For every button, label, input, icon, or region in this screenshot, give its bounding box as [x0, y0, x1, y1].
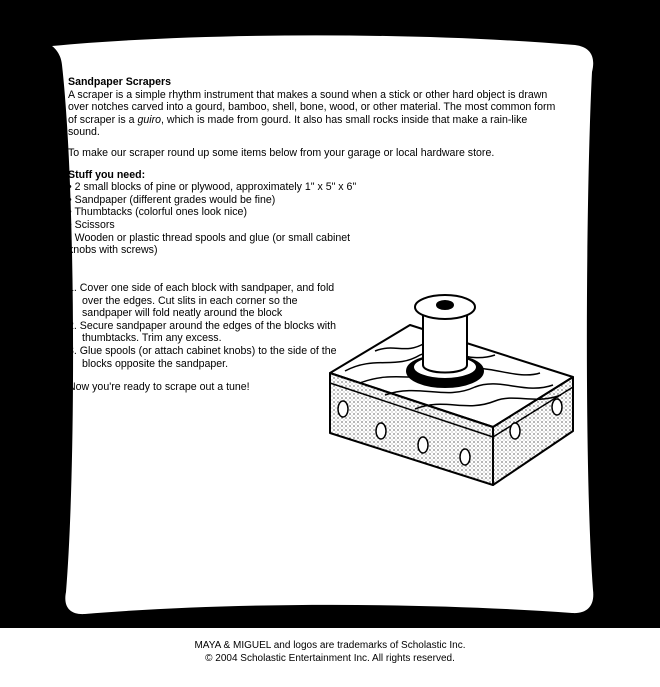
closing-line: Now you're ready to scrape out a tune! — [68, 381, 250, 393]
intro-paragraph — [68, 89, 560, 139]
lead-paragraph: To make our scraper round up some items below from your garage or local hardware store. — [68, 146, 495, 159]
scraper-illustration — [325, 285, 575, 490]
step-item: 3. Glue spools (or attach cabinet knobs) to the side of the blocks opposite the sandpaper. — [68, 344, 337, 370]
stuff-heading: Stuff you need: — [68, 168, 146, 181]
intro-text-2: , which is made from gourd. It also has small rocks inside that make a rain-like sound. — [68, 113, 528, 139]
copyright-notice: © 2004 Scholastic Entertainment Inc. All rights reserved. — [205, 653, 455, 664]
trademark-notice: MAYA & MIGUEL and logos are trademarks of Scholastic Inc. — [194, 640, 466, 651]
step-item: 2. Secure sandpaper around the edges of the blocks with thumbtacks. Trim any excess. — [68, 319, 336, 345]
list-item: • Thumbtacks (colorful ones look nice) — [68, 206, 247, 219]
list-item: • Scissors — [68, 218, 115, 231]
materials-list — [68, 181, 560, 257]
step-item: 1. Cover one side of each block with sandpaper, and fold over the edges. Cut slits in each corner so the sandpaper will fold neatly around the block — [68, 282, 335, 320]
article-title: Sandpaper Scrapers — [68, 76, 172, 88]
article-body — [68, 76, 560, 257]
intro-emphasis: guiro — [137, 113, 162, 126]
list-item: • Wooden or plastic thread spools and glue (or small cabinet knobs with screws) — [68, 231, 351, 257]
list-item: • Sandpaper (different grades would be fine) — [68, 193, 276, 206]
intro-text-1: A scraper is a simple rhythm instrument that makes a sound when a stick or other hard object is drawn over notches carved into a gourd, bamboo, shell, bone, wood, or other material. The most common form of scraper is a — [68, 88, 556, 126]
instruction-steps — [68, 282, 348, 370]
list-item: • 2 small blocks of pine or plywood, approximately 1" x 5" x 6" — [68, 181, 357, 194]
